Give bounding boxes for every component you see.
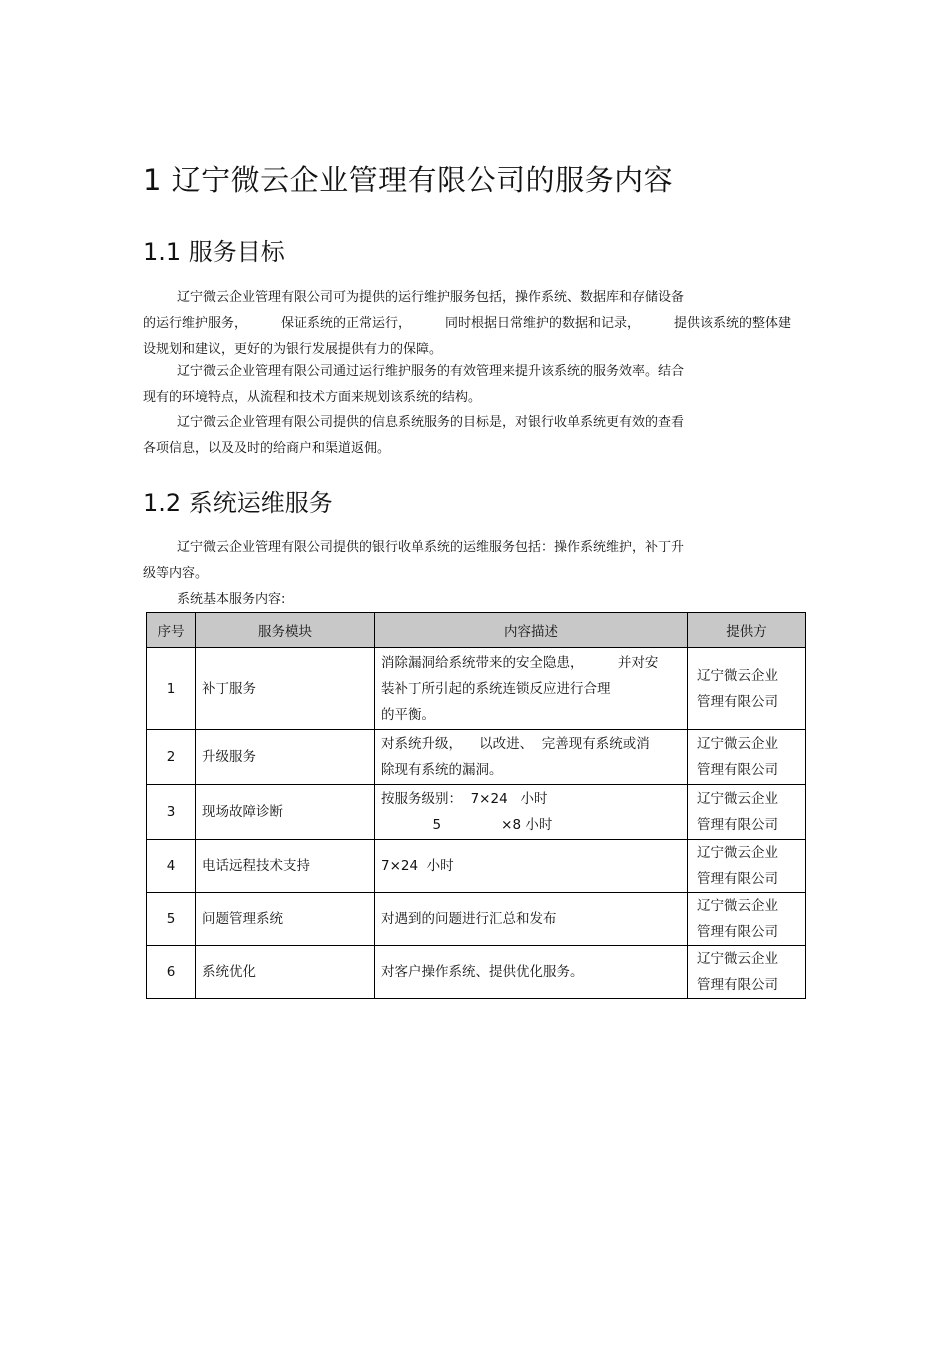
cell-provider: [688, 730, 806, 785]
table-caption: 系统基本服务内容:: [177, 592, 286, 607]
cell-module: 升级服务: [196, 730, 375, 785]
section-heading-goals: 1.1 服务目标: [143, 238, 285, 266]
paragraph-line: 辽宁微云企业管理有限公司通过运行维护服务的有效管理来提升该系统的服务效率。结合: [177, 364, 685, 379]
provider-line: 管理有限公司: [697, 871, 778, 887]
cell-num: 1: [147, 648, 196, 730]
cell-desc: [375, 730, 688, 785]
cell-provider: [688, 893, 806, 946]
cell-desc: [375, 840, 688, 893]
table-row: [147, 946, 806, 999]
paragraph-ops-1: [143, 535, 793, 587]
cell-provider: [688, 946, 806, 999]
cell-num: 3: [147, 785, 196, 840]
table-row: [147, 730, 806, 785]
provider-line: 管理有限公司: [697, 693, 778, 710]
provider-line: 管理有限公司: [697, 924, 778, 940]
paragraph-line: 辽宁微云企业管理有限公司可为提供的运行维护服务包括，操作系统、数据库和存储设备: [177, 290, 685, 305]
paragraph-goals-2: [143, 359, 793, 411]
provider-line: 辽宁微云企业: [697, 951, 778, 967]
cell-module: 补丁服务: [196, 648, 375, 730]
table-row: [147, 785, 806, 840]
paragraph-line: 各项信息，以及及时的给商户和渠道返佣。: [143, 441, 391, 456]
provider-line: 管理有限公司: [697, 762, 778, 778]
cell-provider: [688, 840, 806, 893]
paragraph-line: 辽宁微云企业管理有限公司提供的信息系统服务的目标是，对银行收单系统更有效的查看: [177, 415, 685, 430]
paragraph-goals-1: [143, 285, 793, 363]
desc-line: 的平衡。: [381, 706, 435, 723]
cell-desc: [375, 648, 688, 730]
column-header-provider: 提供方: [688, 613, 806, 648]
table-row: [147, 648, 806, 730]
provider-line: 管理有限公司: [697, 977, 778, 993]
cell-provider: [688, 785, 806, 840]
chapter-heading: 1 辽宁微云企业管理有限公司的服务内容: [143, 163, 674, 197]
paragraph-goals-3: [143, 410, 793, 462]
provider-line: 辽宁微云企业: [697, 736, 778, 752]
service-table: [146, 612, 806, 999]
paragraph-line: [143, 311, 791, 337]
cell-module: 问题管理系统: [196, 893, 375, 946]
text-segment: 保证系统的正常运行，: [280, 316, 411, 331]
cell-num: 2: [147, 730, 196, 785]
provider-line: 辽宁微云企业: [697, 845, 778, 861]
paragraph-line: 级等内容。: [143, 566, 209, 581]
provider-line: 管理有限公司: [697, 817, 778, 833]
paragraph-line: 设规划和建议，更好的为银行发展提供有力的保障。: [143, 342, 443, 357]
desc-line: 7×24 小时: [381, 858, 454, 874]
desc-line: 消除漏洞给系统带来的安全隐患， 并对安: [381, 654, 659, 671]
table-header-row: [147, 613, 806, 648]
column-header-desc: 内容描述: [375, 613, 688, 648]
provider-line: 辽宁微云企业: [697, 791, 778, 807]
section-heading-ops: 1.2 系统运维服务: [143, 489, 333, 517]
text-segment: 提供该系统的整体建: [673, 316, 791, 331]
desc-line: 对系统升级， 以改进、 完善现有系统或消: [381, 736, 650, 752]
cell-module: 系统优化: [196, 946, 375, 999]
desc-line: 按服务级别： 7×24 小时: [381, 791, 548, 807]
desc-line: 5 ×8 小时: [381, 817, 553, 833]
desc-line: 对遇到的问题进行汇总和发布: [381, 911, 557, 927]
cell-module: 现场故障诊断: [196, 785, 375, 840]
cell-desc: [375, 893, 688, 946]
cell-provider: [688, 648, 806, 730]
cell-num: 4: [147, 840, 196, 893]
paragraph-line: 辽宁微云企业管理有限公司提供的银行收单系统的运维服务包括：操作系统维护，补丁升: [177, 540, 685, 555]
column-header-num: 序号: [147, 613, 196, 648]
provider-line: 辽宁微云企业: [697, 667, 778, 684]
table-row: [147, 893, 806, 946]
cell-desc: [375, 946, 688, 999]
cell-module: 电话远程技术支持: [196, 840, 375, 893]
desc-line: 对客户操作系统、提供优化服务。: [381, 964, 584, 980]
cell-desc: [375, 785, 688, 840]
cell-num: 6: [147, 946, 196, 999]
text-segment: 的运行维护服务，: [143, 316, 248, 331]
cell-num: 5: [147, 893, 196, 946]
desc-line: 装补丁所引起的系统连锁反应进行合理: [381, 680, 611, 697]
provider-line: 辽宁微云企业: [697, 898, 778, 914]
text-segment: 同时根据日常维护的数据和记录，: [444, 316, 640, 331]
desc-line: 除现有系统的漏洞。: [381, 762, 503, 778]
column-header-module: 服务模块: [196, 613, 375, 648]
paragraph-line: 现有的环境特点，从流程和技术方面来规划该系统的结构。: [143, 390, 482, 405]
table-row: [147, 840, 806, 893]
